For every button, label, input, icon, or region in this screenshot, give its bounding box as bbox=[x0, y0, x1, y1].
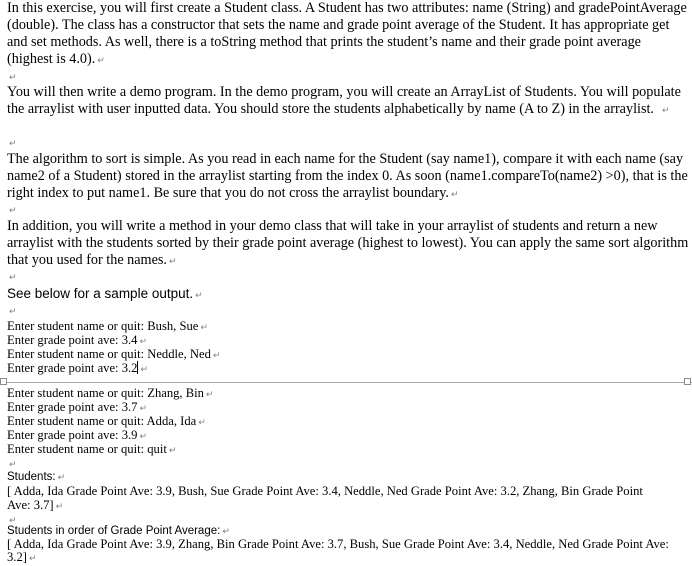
paragraph-mark: ↵ bbox=[9, 206, 17, 216]
paragraph-mark: ↵ bbox=[198, 418, 206, 428]
paragraph-mark: ↵ bbox=[140, 365, 148, 375]
students-list-line: [ Adda, Ida Grade Point Ave: 3.9, Bush, Sue Grade Point Ave: 3.4, Neddle, Ned Grade Point Ave: 3.2, Zhang, Bin Grade Point bbox=[7, 484, 643, 498]
paragraph-addition: In addition, you will write a method in your demo class that will take in your arraylist of students and return a new arraylist with the students sorted by their grade point average (highest to lowest). You can apply the same sort algorithm that you used for the names. ↵ bbox=[7, 218, 689, 268]
paragraph-mark: ↵ bbox=[9, 516, 17, 526]
left-margin-marker[interactable] bbox=[0, 378, 7, 385]
paragraph-mark: ↵ bbox=[9, 139, 17, 149]
paragraph-mark: ↵ bbox=[9, 73, 17, 83]
students-list-line: Ave: 3.7] ↵ bbox=[7, 498, 64, 512]
sample-line: Enter student name or quit: Neddle, Ned ↵ bbox=[7, 347, 221, 361]
sample-line: Enter grade point ave: 3.2 ↵ bbox=[7, 361, 148, 375]
text-cursor bbox=[137, 361, 138, 374]
sample-line: Enter grade point ave: 3.9 ↵ bbox=[7, 428, 147, 442]
paragraph-mark: ↵ bbox=[200, 323, 208, 333]
paragraph-intro: In this exercise, you will first create a Student class. A Student has two attributes: name (String) and gradePointAverage (double). The class has a constructor that sets the name and grade point average of the Student. It has appropriate get and set methods. As well, there is a toString method that prints the student’s name and their grade point average (highest is 4.0). ↵ bbox=[7, 0, 687, 67]
sample-line: Enter student name or quit: Bush, Sue ↵ bbox=[7, 319, 208, 333]
paragraph-mark: ↵ bbox=[168, 446, 177, 456]
paragraph-mark: ↵ bbox=[222, 527, 230, 537]
paragraph-mark: ↵ bbox=[450, 190, 459, 200]
sample-line: Enter student name or quit: quit ↵ bbox=[7, 442, 177, 456]
sorted-list-line: 3.2] ↵ bbox=[7, 550, 37, 564]
sample-line: Enter grade point ave: 3.4 ↵ bbox=[7, 333, 147, 347]
paragraph-mark: ↵ bbox=[205, 390, 214, 400]
paragraph-mark: ↵ bbox=[195, 291, 203, 301]
paragraph-mark: ↵ bbox=[97, 56, 105, 66]
paragraph-mark: ↵ bbox=[139, 432, 147, 442]
paragraph-mark: ↵ bbox=[139, 337, 147, 347]
paragraph-mark: ↵ bbox=[9, 460, 17, 470]
paragraph-mark: ↵ bbox=[9, 273, 17, 283]
students-label: Students: ↵ bbox=[7, 471, 66, 483]
sorted-label: Students in order of Grade Point Average: ↵ bbox=[7, 525, 230, 537]
paragraph-mark: ↵ bbox=[661, 106, 670, 116]
paragraph-mark: ↵ bbox=[57, 473, 66, 483]
paragraph-mark: ↵ bbox=[9, 307, 17, 317]
paragraph-mark: ↵ bbox=[28, 554, 37, 564]
paragraph-mark: ↵ bbox=[55, 502, 64, 512]
sorted-list-line: [ Adda, Ida Grade Point Ave: 3.9, Zhang, Bin Grade Point Ave: 3.7, Bush, Sue Grade Point Ave: 3.4, Neddle, Ned Grade Point Ave: bbox=[7, 537, 669, 551]
page-break-divider bbox=[0, 382, 692, 383]
see-below-text: See below for a sample output. ↵ bbox=[7, 286, 203, 301]
paragraph-mark: ↵ bbox=[139, 404, 147, 414]
sample-line: Enter grade point ave: 3.7 ↵ bbox=[7, 400, 147, 414]
right-margin-marker[interactable] bbox=[684, 378, 691, 385]
paragraph-mark: ↵ bbox=[168, 257, 177, 267]
sample-line: Enter student name or quit: Zhang, Bin ↵ bbox=[7, 386, 214, 400]
sample-line: Enter student name or quit: Adda, Ida ↵ bbox=[7, 414, 206, 428]
paragraph-mark: ↵ bbox=[212, 351, 221, 361]
paragraph-algorithm: The algorithm to sort is simple. As you read in each name for the Student (say name1), compare it with each name (say name2 of a Student) stored in the arraylist starting from the index 0. As soon (name1.compareTo(name2) >0), that is the right index to put name1. Be sure that you do not cross the arraylist boundary. ↵ bbox=[7, 151, 688, 201]
paragraph-demo: You will then write a demo program. In the demo program, you will create an ArrayList of Students. You will populate the arraylist with user inputted data. You should store the students alphabetically by name (A to Z) in the arraylist. ↵ bbox=[7, 84, 681, 117]
